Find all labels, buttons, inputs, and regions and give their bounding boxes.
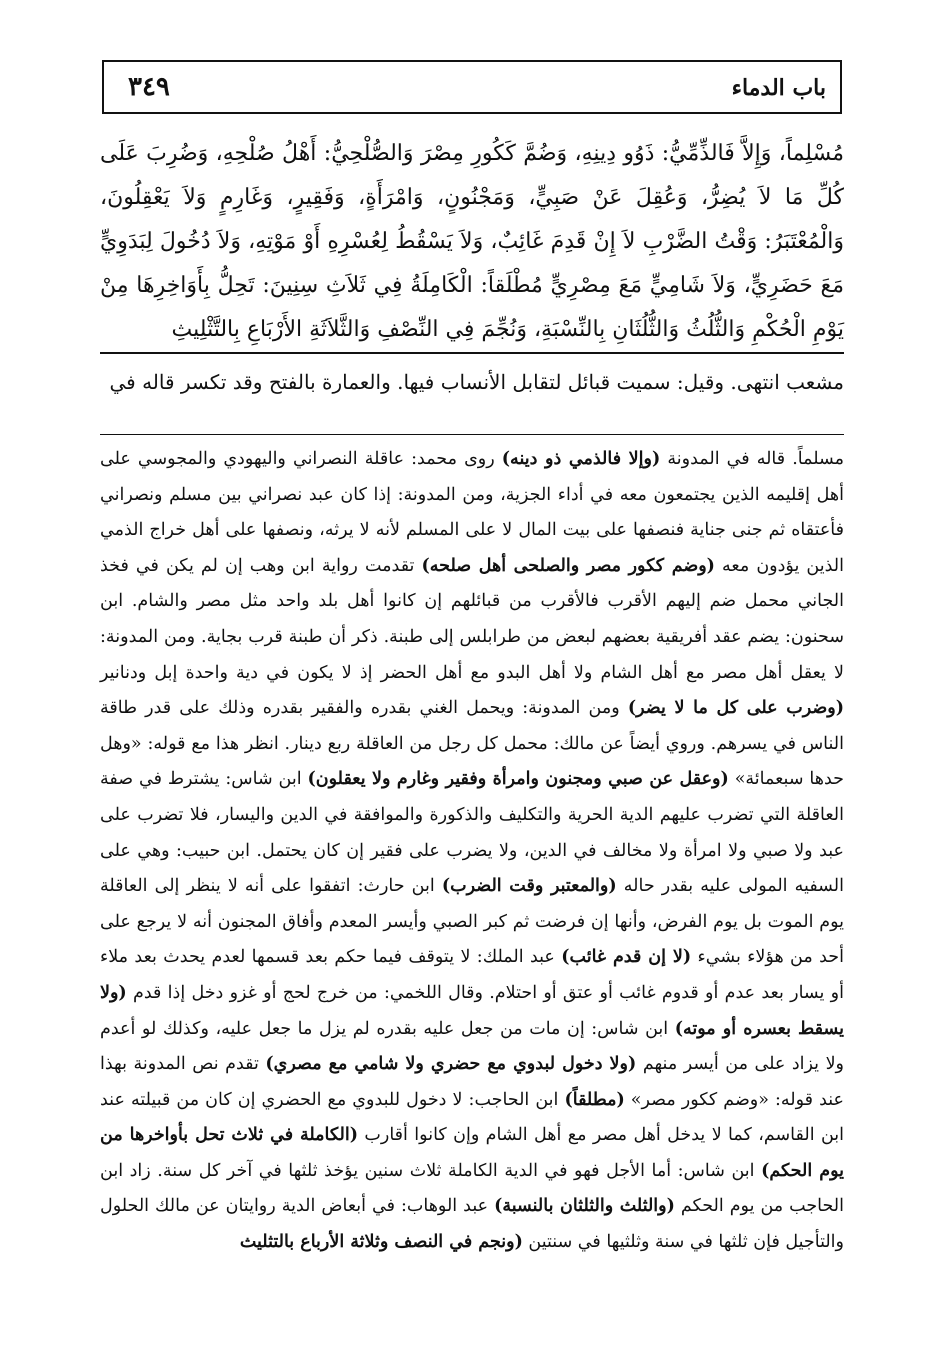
quoted-matn: (ولا يسقط بعسره أو موته)	[100, 982, 844, 1039]
footnote-text: عبد الملك: لا يتوقف فيما حكم بعد قسمها لعدم يحدث بعد ملاء أو يسار بعد عدم أو قدوم غائب أو عتق أو احتلام. وقال اللخمي: من خرج لحج أو غزو دخل إذا قدم	[100, 947, 844, 1003]
quoted-matn: (ولا دخول لبدوي مع حضري ولا شامي مع مصري)	[265, 1054, 637, 1075]
footnote-text: مسلماً. قاله في المدونة	[660, 449, 845, 469]
commentary-continuation	[100, 362, 844, 402]
quoted-matn: (وعقل عن صبي ومجنون وامرأة وفقير وغارم ولا يعقلون)	[307, 769, 729, 790]
page-header	[102, 60, 842, 114]
footnote-paragraph	[100, 442, 844, 1261]
page-number: ٣٤٩	[128, 72, 170, 102]
quoted-matn: (لا إن قدم غائب)	[561, 947, 692, 968]
main-text	[100, 132, 844, 352]
commentary-text: مشعب انتهى. وقيل: سميت قبائل لتقابل الأنساب فيها. والعمارة بالفتح وقد تكسر قاله في	[109, 370, 844, 394]
quoted-matn: (والمعتبر وقت الضرب)	[441, 876, 617, 897]
main-text-divider	[100, 352, 844, 354]
footnote-text: تقدم نص المدونة بهذا عند قوله: «وضم ككور مصر»	[100, 1054, 844, 1110]
footnote-text: ومن المدونة: ويحمل الغني بقدره والفقير بقدره وذلك على قدر طاقة الناس في يسرهم. وروي أيضاً عن مالك: محمل كل رجل من العاقلة ربع دينار. انظر هذا مع قوله: «وهل حدها سبعمائة»	[100, 698, 844, 790]
quoted-matn: (الكاملة في ثلاث تحل بأواخرها من يوم الحكم)	[100, 1125, 845, 1181]
footnote-text: روى محمد: عاقلة النصراني واليهودي والمجوسي على أهل إقليمه الذين يجتمعون معه في أداء الجزية، ومن المدونة: إذا كان عبد نصراني بين مسلم ونصراني فأعتقاه ثم جنى جناية فنصفها على بيت المال لا على المسلم لأنه لا يرثه، ونصفها على أهل خراج الذمي الذين يؤدون معه	[100, 449, 844, 576]
quoted-matn: (وضرب على كل ما لا يضر)	[627, 698, 844, 719]
footnote-divider	[100, 434, 844, 435]
chapter-title: باب الدماء	[731, 75, 826, 101]
quoted-matn: (وضم ككور مصر والصلحى أهل صلحه)	[421, 555, 715, 576]
footnote-text: ابن شاس: إن مات من جعل عليه بقدره لم يزل ما جعل عليه، وكذلك لو أعدم ولا يزاد على من أيسر منهم	[100, 1018, 845, 1075]
footnote-text: ابن حارث: اتفقوا على أنه لا ينظر إلى العاقلة يوم الموت بل يوم الفرض، وأنها إن فرضت ثم كبر الصبي وأيسر المعدم وأفاق المجنون أنه لا يرجع على أحد من هؤلاء بشيء	[100, 876, 844, 968]
footnote-text: ابن الحاجب: لا دخول للبدوي مع الحضري إن كان من قبيلته عند ابن القاسم، كما لا يدخل أهل مصر مع أهل الشام وإن كانوا أقارب	[100, 1089, 845, 1146]
footnote-text: تقدمت رواية ابن وهب إن لم يكن في فخذ الجاني محمل ضم إليهم الأقرب فالأقرب من قبائلهم إن كانوا أهل بلد واحد مثل مصر والشام. ابن سحنون: يضم عقد أفريقية بعضهم لبعض من طرابلس إلى طبنة. ذكر أن طبنة قرب بجاية. ومن المدونة: لا يعقل أهل مصر مع أهل الشام ولا أهل البدو مع أهل الحضر إذ لا يكون في دية واحدة إبل ودنانير	[100, 555, 844, 683]
footnote-text: عبد الوهاب: في أبعاض الدية روايتان عن مالك الحلول والتأجيل فإن ثلثها في سنة وثلثيها في سنتين	[100, 1196, 844, 1253]
footnote-text: ابن شاس: أما الأجل فهو في الدية الكاملة ثلاث سنين يؤخذ ثلثها في آخر كل سنة. زاد ابن الحاجب من يوم الحكم	[100, 1160, 845, 1217]
main-text-paragraph: مُسْلِماً، وَإِلاَّ فَالذِّمِّيُّ: ذَوُو دِينِهِ، وَضُمَّ كَكُورِ مِصْرَ وَالصُّلْحِيُّ: أَهْلُ صُلْحِهِ، وَضُرِبَ عَلَى كُلِّ مَا لاَ يُضِرُّ، وَعُقِلَ عَنْ صَبِيٍّ، وَمَجْنُونٍ، وَامْرَأَةٍ، وَفَقِيرٍ، وَغَارِمٍ وَلاَ يَعْقِلُونَ، وَالْمُعْتَبَرُ: وَقْتُ الضَّرْبِ لاَ إِنْ قَدِمَ غَائِبٌ، وَلاَ يَسْقُطُ لِعُسْرِهِ أَوْ مَوْتِهِ، وَلاَ دُخُولَ لِبَدَوِيٍّ مَعَ حَضَرِيٍّ، وَلاَ شَامِيٍّ مَعَ مِصْرِيٍّ مُطْلَقاً: الْكَامِلَةُ فِي ثَلاَثِ سِنِينَ: تَحِلُّ بِأَوَاخِرِهَا مِنْ يَوْمِ الْحُكْمِ وَالثُّلُثُ وَالثُّلُثَانِ بِالنِّسْبَةِ، وَنُجِّمَ فِي النِّصْفِ وَالثَّلاَثَةِ الأَرْبَاعِ بِالتَّثْلِيثِ	[100, 141, 844, 342]
quoted-matn: (والثلث والثلثان بالنسبة)	[494, 1196, 675, 1217]
quoted-matn: (ونجم في النصف وثلاثة الأرباع بالتثليث	[239, 1232, 523, 1253]
footnote-text: ابن شاس: يشترط في صفة العاقلة التي تضرب عليهم الدية الحرية والتكليف والذكورة والموافقة في الدين واليسار، فلا تضرب على عبد ولا صبي ولا امرأة ولا مخالف في الدين، ولا يضرب على فقير إن كان يحتمل. ابن حبيب: وهي على السفيه المولى عليه بقدر حاله	[100, 769, 844, 897]
quoted-matn: (وإلا فالذمي ذو دينه)	[501, 449, 661, 469]
footnotes	[100, 442, 844, 1261]
quoted-matn: (مطلقاً)	[564, 1089, 625, 1110]
